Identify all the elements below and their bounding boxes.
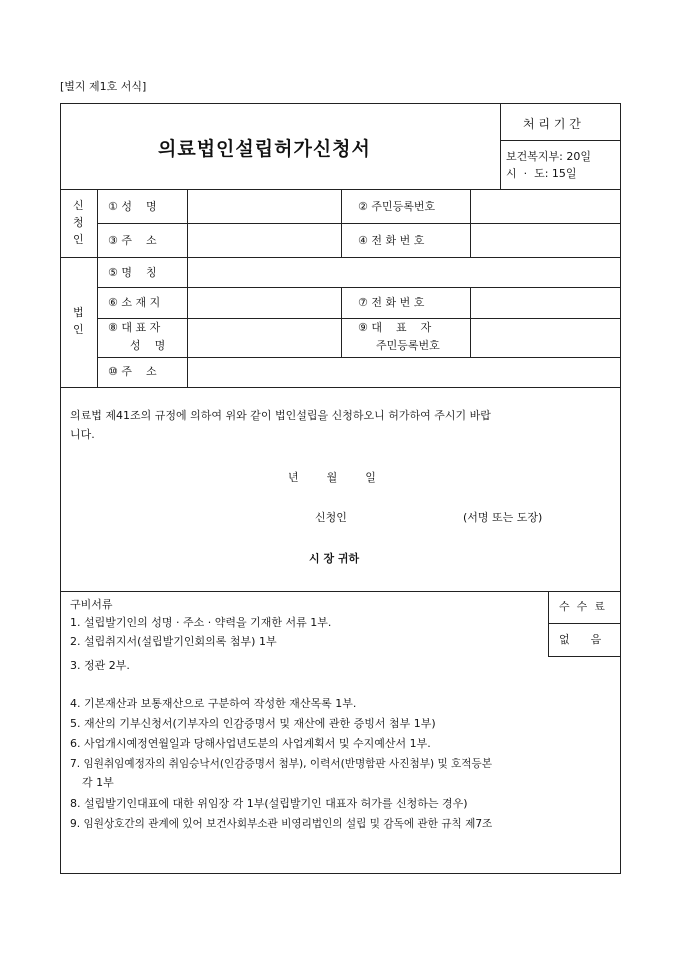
corp-location-label: ⑥ 소 재 지 <box>108 296 161 309</box>
fee-bottom-line <box>548 656 621 657</box>
applicant-right-divider-b <box>470 189 471 257</box>
corp-name-label: ⑤ 명 칭 <box>108 266 157 279</box>
documents-top-line <box>60 591 621 592</box>
applicant-phone-field[interactable] <box>472 225 619 255</box>
corp-rep-rrn-label-2: 주민등록번호 <box>376 339 440 352</box>
corp-phone-label: ⑦ 전 화 번 호 <box>358 296 425 309</box>
corp-rep-name-label-2: 성 명 <box>130 339 166 352</box>
statement-line-1: 의료법 제41조의 규정에 의하여 위와 같이 법인설립을 신청하오니 허가하여 주시기 바랍 <box>70 409 491 422</box>
corp-right-divider-a <box>341 287 342 357</box>
fee-mid-line <box>548 623 621 624</box>
addressee: 시 장 귀하 <box>309 552 360 565</box>
corp-line-2 <box>97 318 621 319</box>
document-item: 6. 사업개시예정연월일과 당해사업년도분의 사업계획서 및 수지예산서 1부. <box>70 737 431 750</box>
applicant-address-label: ③ 주 소 <box>108 234 157 247</box>
applicant-label-2: 청 <box>73 216 84 229</box>
corp-rep-name-label-1: ⑧ 대 표 자 <box>108 321 161 334</box>
document-item: 4. 기본재산과 보통재산으로 구분하여 작성한 재산목록 1부. <box>70 697 357 710</box>
form-number: [별지 제1호 서식] <box>60 80 147 93</box>
document-item-continuation: 각 1부 <box>82 776 114 789</box>
corp-phone-field[interactable] <box>472 289 619 316</box>
statement-line-2: 니다. <box>70 428 95 441</box>
corporation-top-line <box>60 257 621 258</box>
corp-rep-rrn-field[interactable] <box>472 320 619 355</box>
corporation-label-1: 법 <box>73 306 84 319</box>
processing-divider <box>500 140 621 141</box>
applicant-address-field[interactable] <box>189 225 339 255</box>
document-item: 1. 설립발기인의 성명 · 주소 · 약력을 기재한 서류 1부. <box>70 616 332 629</box>
corp-location-field[interactable] <box>189 289 339 316</box>
corporation-label-2: 인 <box>73 323 84 336</box>
signature-note: (서명 또는 도장) <box>463 511 543 524</box>
fee-value: 없 음 <box>559 633 602 646</box>
applicant-phone-label: ④ 전 화 번 호 <box>358 234 425 247</box>
applicant-mid-line <box>97 223 621 224</box>
fee-header: 수 수 료 <box>559 600 605 613</box>
applicant-rrn-label: ② 주민등록번호 <box>358 200 436 213</box>
applicant-signature-label: 신청인 <box>315 511 347 524</box>
processing-ministry: 보건복지부: 20일 <box>506 150 591 163</box>
corp-name-field[interactable] <box>189 259 619 285</box>
corp-right-divider-b <box>470 287 471 357</box>
applicant-label-1: 신 <box>73 199 84 212</box>
applicant-name-field[interactable] <box>189 191 339 221</box>
document-item: 9. 임원상호간의 관계에 있어 보건사회부소관 비영리법인의 설립 및 감독에 관한 규칙 제7조 <box>70 818 493 830</box>
processing-province: 시 · 도: 15일 <box>506 167 577 180</box>
document-item: 8. 설립발기인대표에 대한 위임장 각 1부(설립발기인 대표자 허가를 신청하는 경우) <box>70 797 468 810</box>
processing-period-header: 처 리 기 간 <box>523 117 581 131</box>
document-item: 7. 임원취임예정자의 취임승낙서(인감증명서 첨부), 이력서(반명함판 사진첨부) 및 호적등본 <box>70 758 492 770</box>
document-item: 5. 재산의 기부신청서(기부자의 인감증명서 및 재산에 관한 증빙서 첨부 1부) <box>70 717 436 730</box>
applicant-label-3: 인 <box>73 233 84 246</box>
corp-rep-rrn-label-1: ⑨ 대 표 자 <box>358 321 432 334</box>
applicant-rrn-field[interactable] <box>472 191 619 221</box>
corp-rep-name-field[interactable] <box>189 320 339 355</box>
title-divider <box>500 103 501 189</box>
corp-address-label: ⑩ 주 소 <box>108 365 157 378</box>
corp-line-1 <box>97 287 621 288</box>
applicant-name-label: ① 성 명 <box>108 200 157 213</box>
form-title: 의료법인설립허가신청서 <box>158 138 371 160</box>
applicant-right-divider-a <box>341 189 342 257</box>
application-date: 년 월 일 <box>288 471 376 484</box>
document-item: 2. 설립취지서(설립발기인회의록 첨부) 1부 <box>70 635 277 648</box>
documents-header: 구비서류 <box>70 598 113 611</box>
corp-address-field[interactable] <box>189 359 619 385</box>
corp-line-3 <box>97 357 621 358</box>
document-item: 3. 정관 2부. <box>70 659 130 672</box>
corp-bottom-line <box>60 387 621 388</box>
